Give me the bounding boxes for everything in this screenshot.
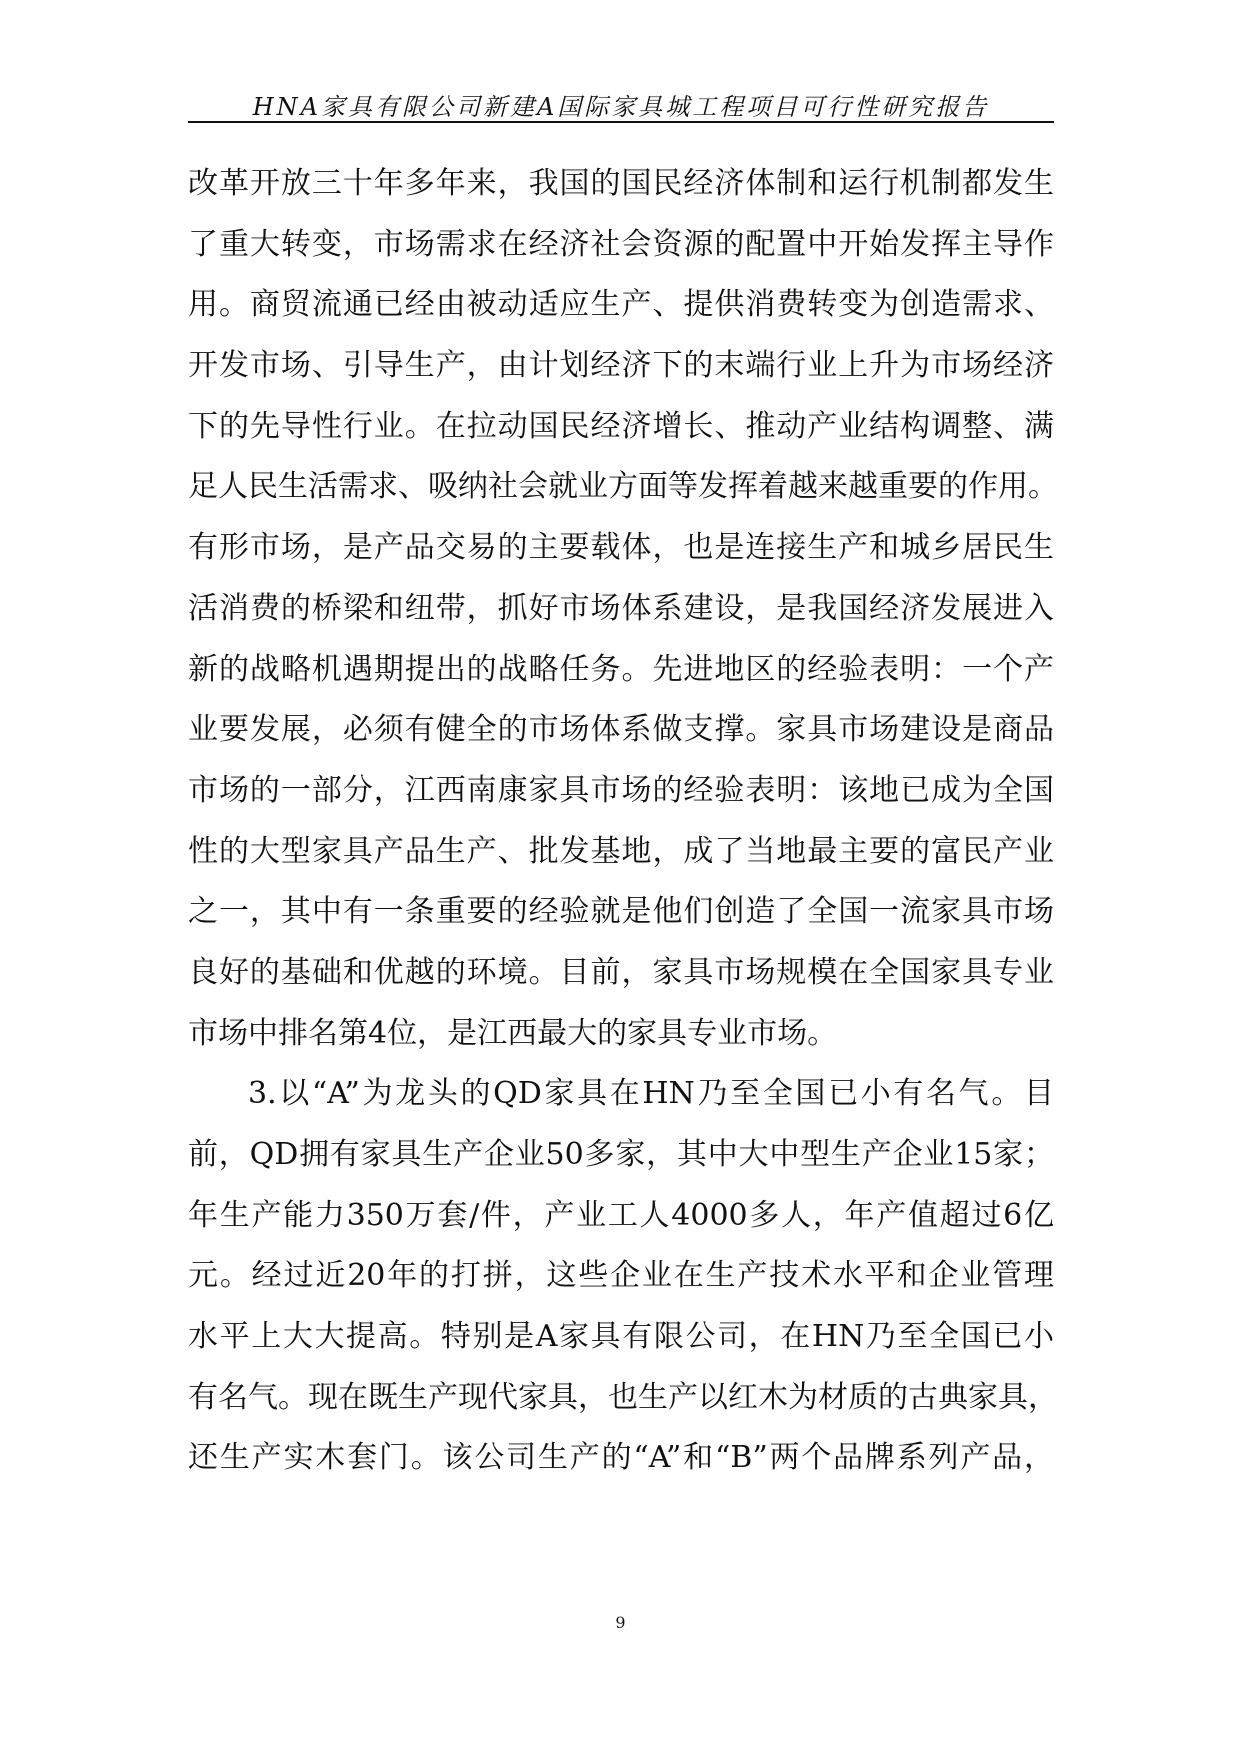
body-line: 新的战略机遇期提出的战略任务。先进地区的经验表明：一个产 <box>188 651 1054 687</box>
body-line: 之一，其中有一条重要的经验就是他们创造了全国一流家具市场 <box>188 894 1054 930</box>
body-line: 业要发展，必须有健全的市场体系做支撑。家具市场建设是商品 <box>188 712 1054 748</box>
body-line: 3.以“A”为龙头的QD家具在HN乃至全国已小有名气。目 <box>248 1076 1054 1112</box>
body-line: 改革开放三十年多年来，我国的国民经济体制和运行机制都发生 <box>188 166 1054 201</box>
page-number: 9 <box>615 1613 626 1632</box>
body-line: 足人民生活需求、吸纳社会就业方面等发挥着越来越重要的作用。 <box>188 469 1058 505</box>
body-line: 开发市场、引导生产，由计划经济下的末端行业上升为市场经济 <box>188 348 1054 384</box>
body-text <box>188 154 1058 1489</box>
header-rule <box>188 121 1054 123</box>
body-line: 了重大转变，市场需求在经济社会资源的配置中开始发挥主导作 <box>188 226 1054 262</box>
body-line: 有形市场，是产品交易的主要载体，也是连接生产和城乡居民生 <box>188 530 1054 566</box>
body-line: 年生产能力350万套/件，产业工人4000多人，年产值超过6亿 <box>188 1197 1054 1233</box>
body-line: 活消费的桥梁和纽带，抓好市场体系建设，是我国经济发展进入 <box>188 590 1054 626</box>
body-line: 前，QD拥有家具生产企业50多家，其中大中型生产企业15家； <box>188 1137 1054 1172</box>
body-line: 性的大型家具产品生产、批发基地，成了当地最主要的富民产业 <box>188 833 1054 869</box>
body-line: 有名气。现在既生产现代家具，也生产以红木为材质的古典家具， <box>188 1379 1058 1415</box>
body-line: 市场中排名第4位，是江西最大的家具专业市场。 <box>188 1015 838 1051</box>
body-line: 还生产实木套门。该公司生产的“A”和“B”两个品牌系列产品， <box>188 1440 1054 1476</box>
body-line: 良好的基础和优越的环境。目前，家具市场规模在全国家具专业 <box>188 954 1054 990</box>
body-line: 用。商贸流通已经由被动适应生产、提供消费转变为创造需求、 <box>188 287 1054 323</box>
body-line: 市场的一部分，江西南康家具市场的经验表明：该地已成为全国 <box>188 772 1054 808</box>
body-line: 水平上大大提高。特别是A家具有限公司，在HN乃至全国已小 <box>188 1319 1054 1355</box>
body-line: 下的先导性行业。在拉动国民经济增长、推动产业结构调整、满 <box>188 408 1054 444</box>
body-line: 元。经过近20年的打拼，这些企业在生产技术水平和企业管理 <box>188 1258 1054 1294</box>
running-header: HNA家具有限公司新建A国际家具城工程项目可行性研究报告 <box>252 93 990 121</box>
